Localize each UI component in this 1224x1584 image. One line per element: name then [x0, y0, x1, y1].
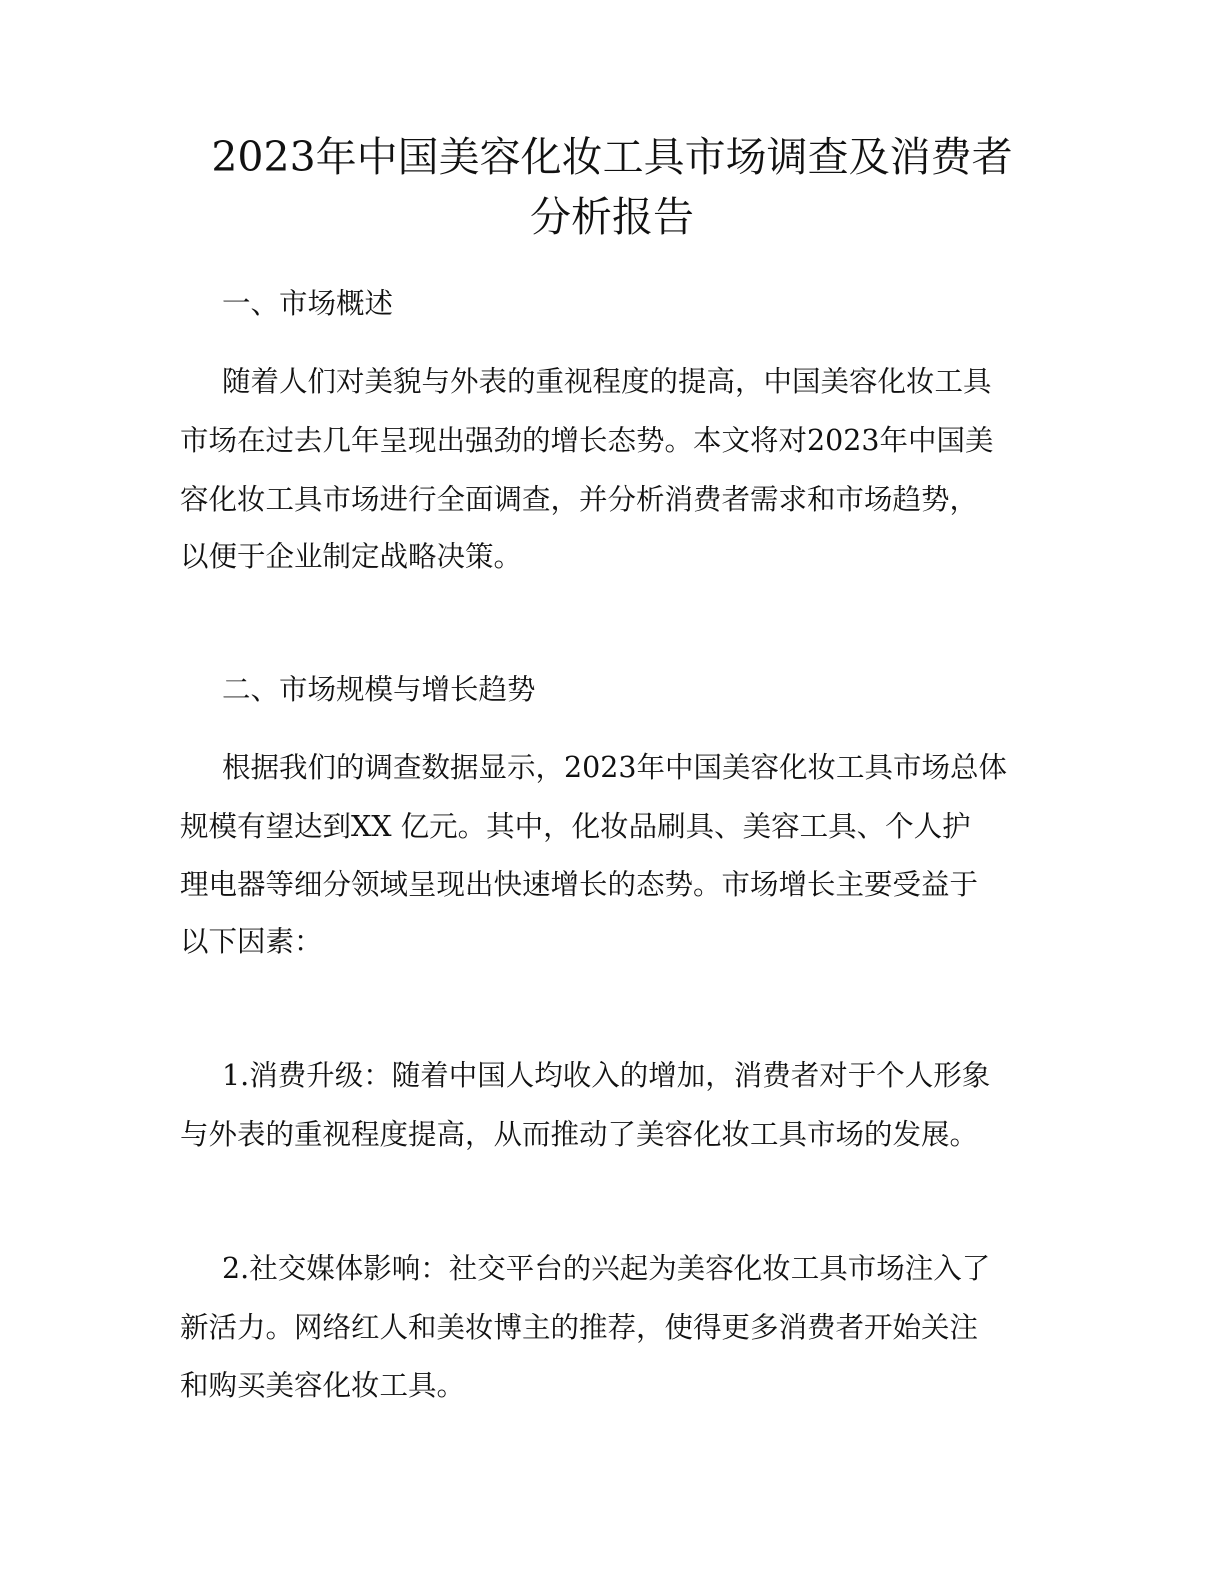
factor-1-line: 1.消费升级：随着中国人均收入的增加，消费者对于个人形象 — [222, 1059, 991, 1092]
paragraph-line: 规模有望达到XX 亿元。其中，化妆品刷具、美容工具、个人护 — [180, 810, 971, 843]
paragraph-line: 容化妆工具市场进行全面调查，并分析消费者需求和市场趋势， — [180, 483, 979, 516]
paragraph-line: 以下因素： — [180, 925, 323, 958]
paragraph-line: 根据我们的调查数据显示，2023年中国美容化妆工具市场总体 — [222, 751, 1008, 784]
factor-2-line: 和购买美容化妆工具。 — [180, 1369, 466, 1402]
factor-2-line: 2.社交媒体影响：社交平台的兴起为美容化妆工具市场注入了 — [222, 1252, 991, 1285]
document-title-line-2: 分析报告 — [530, 193, 694, 241]
factor-1-line: 与外表的重视程度提高，从而推动了美容化妆工具市场的发展。 — [180, 1118, 979, 1151]
document-title-line-1: 2023年中国美容化妆工具市场调查及消费者 — [211, 133, 1013, 181]
paragraph-line: 市场在过去几年呈现出强劲的增长态势。本文将对2023年中国美 — [180, 424, 994, 457]
factor-2-line: 新活力。网络红人和美妆博主的推荐，使得更多消费者开始关注 — [180, 1311, 979, 1344]
section-heading-market-size: 二、市场规模与增长趋势 — [222, 673, 536, 706]
paragraph-line: 随着人们对美貌与外表的重视程度的提高，中国美容化妆工具 — [222, 365, 992, 398]
section-heading-market-overview: 一、市场概述 — [222, 287, 394, 320]
paragraph-line: 理电器等细分领域呈现出快速增长的态势。市场增长主要受益于 — [180, 868, 979, 901]
paragraph-line: 以便于企业制定战略决策。 — [180, 540, 523, 573]
